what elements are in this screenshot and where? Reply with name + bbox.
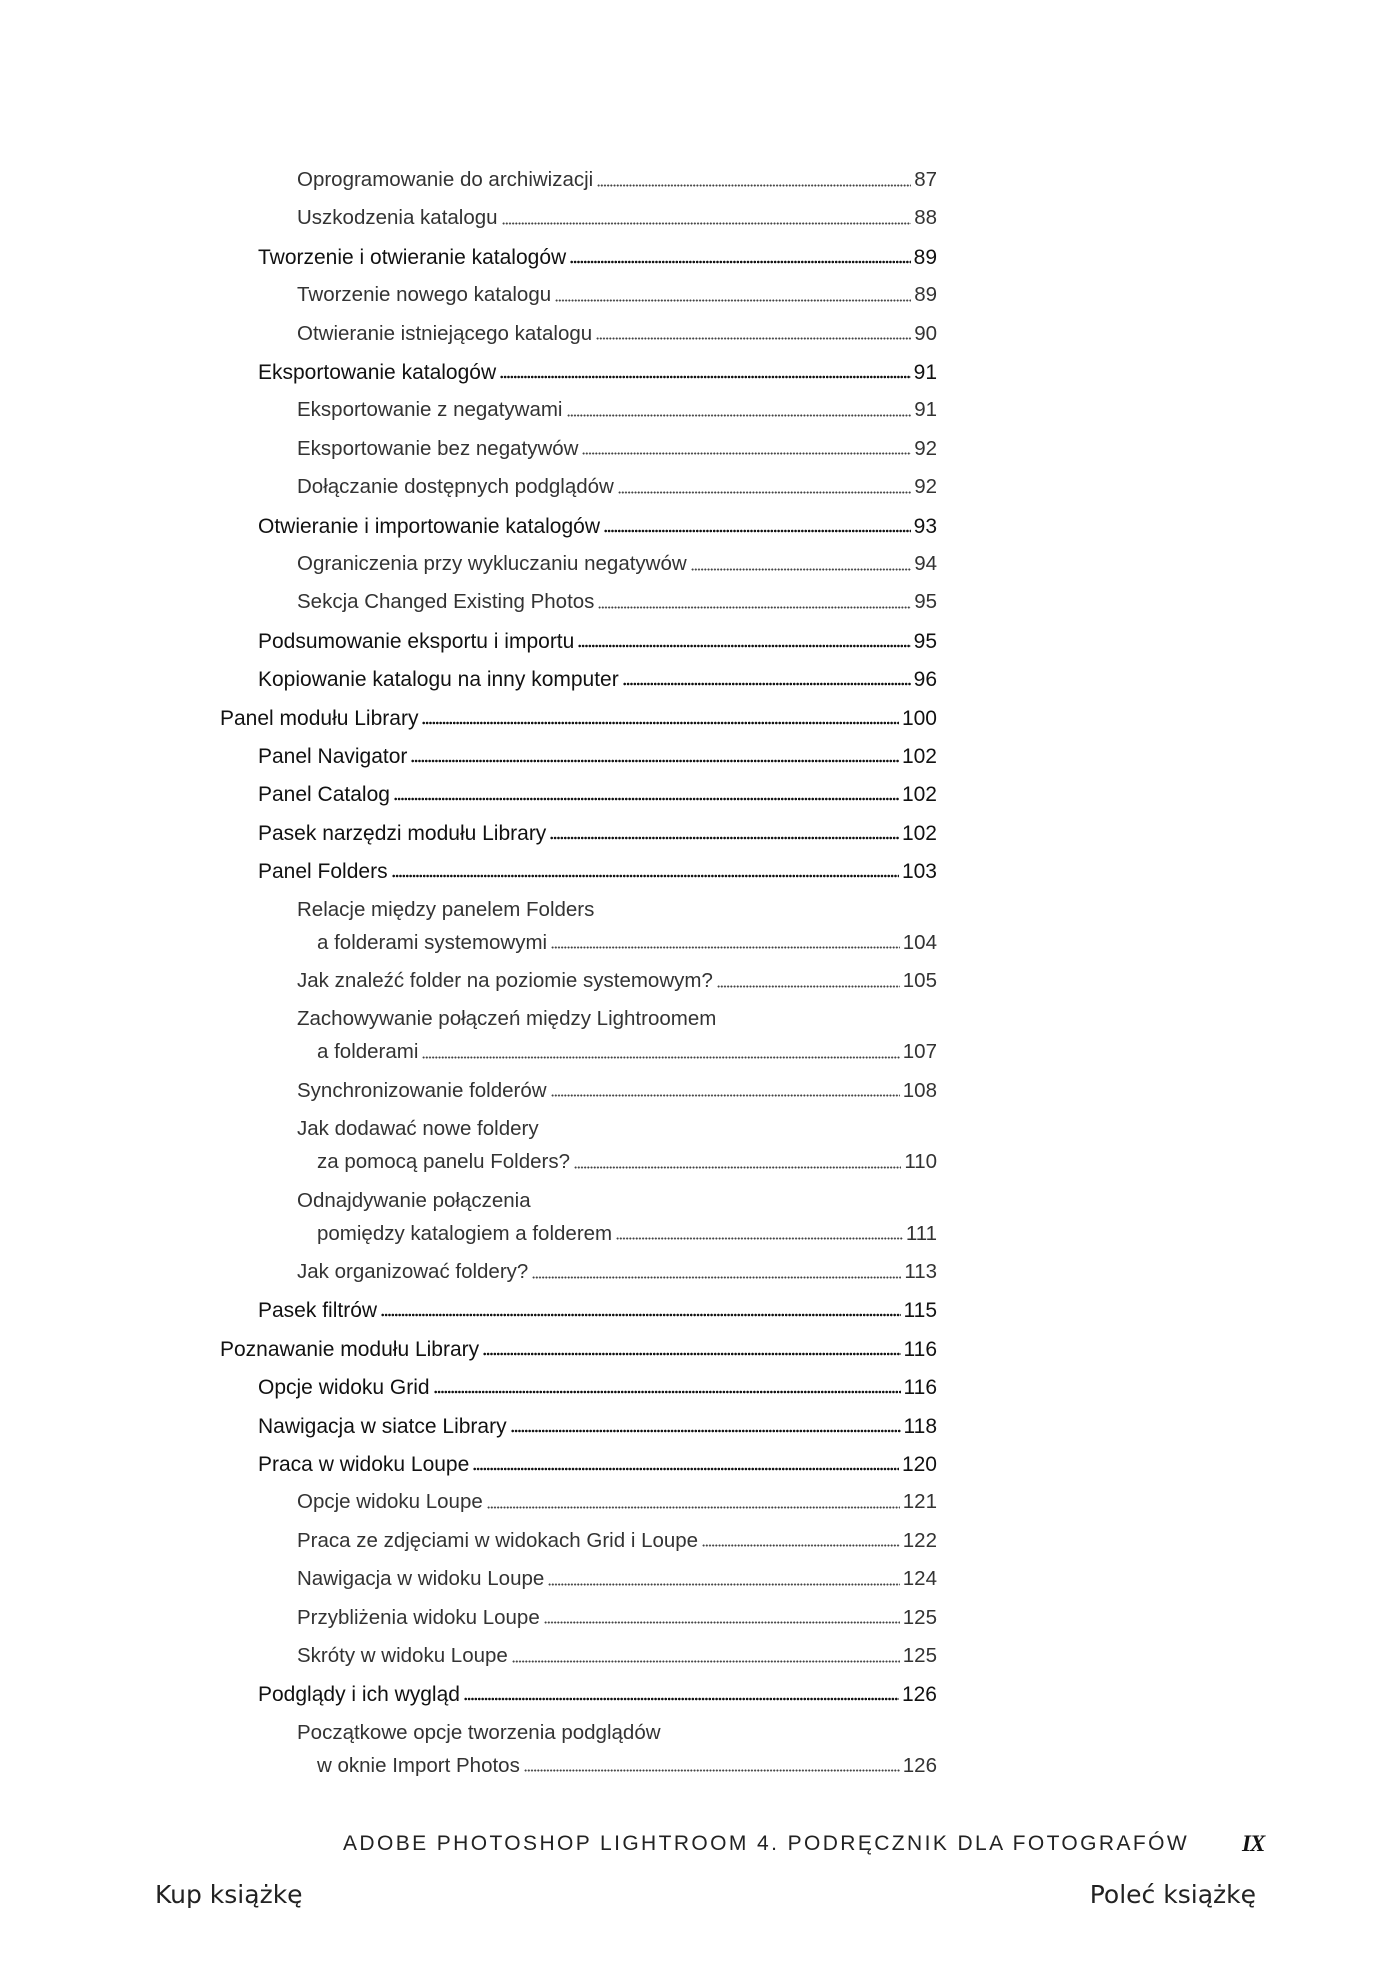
toc-page-number: 92 (914, 436, 937, 460)
toc-entry-title: Pasek filtrów (258, 1299, 378, 1323)
toc-entry-title: za pomocą panelu Folders? (317, 1150, 570, 1174)
toc-dot-leader (487, 1506, 900, 1509)
toc-dot-leader (422, 1056, 899, 1059)
toc-dot-leader (434, 1390, 901, 1394)
toc-entry-title: Synchronizowanie folderów (297, 1078, 547, 1102)
toc-entry-title: Uszkodzenia katalogu (297, 206, 498, 230)
toc-dot-leader (623, 682, 911, 686)
toc-entry[interactable] (317, 1221, 937, 1245)
toc-page-number: 115 (903, 1299, 937, 1323)
toc-page-number: 126 (901, 1683, 937, 1707)
toc-entry-title: Podglądy i ich wygląd (258, 1683, 460, 1707)
toc-dot-leader (596, 337, 911, 340)
toc-entry-title: Przybliżenia widoku Loupe (297, 1605, 540, 1629)
toc-entry-title: Otwieranie i importowanie katalogów (258, 514, 600, 538)
toc-entry[interactable] (297, 1528, 937, 1552)
toc-entry-title: Tworzenie i otwieranie katalogów (258, 245, 567, 269)
toc-dot-leader (394, 797, 899, 801)
toc-entry[interactable] (297, 1078, 937, 1102)
toc-dot-leader (524, 1769, 900, 1772)
toc-entry[interactable] (258, 1416, 937, 1437)
toc-page-number: 91 (914, 398, 937, 422)
toc-entry[interactable] (258, 784, 937, 805)
toc-dot-leader (578, 644, 910, 648)
toc-entry-title: Podsumowanie eksportu i importu (258, 629, 575, 653)
toc-entry-title: Nawigacja w siatce Library (258, 1414, 507, 1438)
toc-dot-leader (551, 946, 900, 949)
toc-dot-leader (574, 1166, 901, 1169)
toc-page-number: 107 (902, 1040, 937, 1064)
toc-page-number: 93 (913, 514, 937, 538)
recommend-book-link[interactable]: Poleć książkę (1089, 1880, 1256, 1909)
toc-dot-leader (597, 184, 911, 187)
toc-dot-leader (502, 222, 912, 225)
toc-dot-leader (598, 606, 911, 609)
page-number: IX (1242, 1831, 1265, 1856)
toc-page-number: 111 (905, 1221, 937, 1245)
toc-dot-leader (567, 414, 912, 417)
toc-page-number: 126 (902, 1753, 937, 1777)
toc-entry-title: Nawigacja w widoku Loupe (297, 1567, 545, 1591)
toc-dot-leader (582, 452, 911, 455)
toc-dot-leader (473, 1467, 899, 1471)
toc-entry[interactable] (258, 631, 937, 652)
toc-entry-title: Opcje widoku Grid (258, 1376, 430, 1400)
toc-page-number: 125 (902, 1605, 937, 1629)
toc-entry[interactable] (258, 746, 937, 767)
toc-entry[interactable] (317, 1042, 937, 1063)
toc-entry[interactable] (297, 1492, 937, 1513)
toc-entry[interactable] (297, 400, 937, 421)
toc-page-number: 118 (903, 1414, 937, 1438)
toc-entry-title: Dołączanie dostępnych podglądów (297, 475, 614, 499)
toc-page-number: 89 (913, 245, 937, 269)
toc-entry-title: Otwieranie istniejącego katalogu (297, 321, 593, 345)
toc-page-number: 87 (914, 168, 937, 191)
toc-entry[interactable] (258, 516, 937, 537)
toc-entry[interactable] (297, 321, 937, 345)
toc-entry[interactable] (297, 170, 937, 191)
toc-dot-leader (544, 1621, 900, 1624)
toc-dot-leader (702, 1544, 900, 1547)
toc-entry-title: Eksportowanie bez negatywów (297, 436, 579, 460)
toc-dot-leader (512, 1660, 900, 1663)
toc-entry[interactable] (220, 1339, 937, 1360)
toc-entry-title: Panel modułu Library (220, 706, 419, 730)
toc-page-number: 94 (914, 552, 937, 575)
toc-entry[interactable] (220, 708, 937, 729)
toc-page-number: 104 (902, 930, 937, 954)
toc-page-number: 120 (901, 1453, 937, 1476)
toc-dot-leader (483, 1352, 900, 1356)
toc-dot-leader (555, 299, 911, 302)
toc-dot-leader (464, 1697, 899, 1701)
book-title-footer: ADOBE PHOTOSHOP LIGHTROOM 4. PODRĘCZNIK DLA FOTOGRAFÓW (343, 1832, 1190, 1855)
toc-entry-title: Jak znaleźć folder na poziomie systemowym? (297, 969, 713, 992)
toc-entry[interactable] (317, 930, 937, 954)
toc-entry-title: Praca ze zdjęciami w widokach Grid i Loupe (297, 1528, 699, 1552)
toc-page-number: 91 (913, 361, 937, 384)
toc-page-number: 95 (913, 629, 937, 653)
toc-entry[interactable] (258, 362, 937, 383)
toc-entry[interactable] (258, 247, 937, 268)
toc-page-number: 89 (914, 283, 937, 307)
toc-entry-title: w oknie Import Photos (317, 1753, 520, 1777)
toc-entry-title: Kopiowanie katalogu na inny komputer (258, 668, 619, 692)
toc-dot-leader (422, 721, 899, 725)
toc-page-number: 122 (902, 1528, 937, 1552)
toc-entry-title: Eksportowanie z negatywami (297, 398, 563, 422)
toc-entry[interactable] (297, 971, 937, 992)
toc-entry-title: Skróty w widoku Loupe (297, 1644, 508, 1667)
toc-dot-leader (548, 1583, 900, 1586)
toc-entry-title: Jak organizować foldery? (297, 1260, 529, 1283)
toc-entry[interactable] (297, 1262, 937, 1283)
toc-page-number: 110 (904, 1150, 937, 1174)
toc-dot-leader (717, 985, 900, 988)
toc-dot-leader (618, 491, 911, 494)
toc-entry[interactable] (258, 669, 937, 690)
toc-entry[interactable] (258, 1684, 937, 1705)
toc-page-number: 116 (903, 1337, 937, 1361)
toc-entry[interactable] (297, 1605, 937, 1629)
toc-page-number: 108 (902, 1078, 937, 1102)
toc-entry-lead-line: Odnajdywanie połączenia (297, 1188, 531, 1212)
toc-page-number: 103 (901, 860, 937, 884)
toc-dot-leader (551, 1094, 900, 1097)
toc-dot-leader (411, 759, 899, 763)
toc-entry-title: Pasek narzędzi modułu Library (258, 821, 547, 845)
toc-entry-title: pomiędzy katalogiem a folderem (317, 1221, 613, 1245)
toc-entry-title: Panel Folders (258, 860, 388, 884)
toc-dot-leader (500, 375, 911, 379)
toc-entry-title: a folderami (317, 1040, 419, 1064)
toc-dot-leader (570, 260, 910, 264)
toc-entry-title: Praca w widoku Loupe (258, 1453, 470, 1476)
toc-page-number: 105 (902, 969, 937, 992)
toc-dot-leader (392, 874, 899, 878)
toc-entry[interactable] (297, 436, 937, 460)
toc-entry-title: a folderami systemowymi (317, 930, 548, 954)
toc-page-number: 102 (901, 745, 937, 768)
toc-dot-leader (532, 1276, 901, 1279)
toc-entry[interactable] (297, 208, 937, 229)
toc-entry[interactable] (297, 592, 937, 613)
toc-page-number: 116 (903, 1376, 937, 1400)
toc-entry-lead-line: Relacje między panelem Folders (297, 897, 595, 921)
toc-dot-leader (616, 1237, 903, 1240)
toc-page-number: 121 (902, 1490, 937, 1514)
toc-page-number: 124 (902, 1567, 937, 1591)
toc-page-number: 100 (901, 706, 937, 730)
toc-entry[interactable] (258, 861, 937, 882)
toc-entry-title: Tworzenie nowego katalogu (297, 283, 552, 307)
toc-page-number: 92 (914, 475, 937, 499)
toc-entry-title: Ograniczenia przy wykluczaniu negatywów (297, 552, 687, 575)
toc-entry-title: Panel Navigator (258, 745, 408, 768)
toc-entry[interactable] (297, 1646, 937, 1667)
toc-entry[interactable] (297, 285, 937, 306)
toc-entry[interactable] (258, 1377, 937, 1398)
toc-entry[interactable] (317, 1152, 937, 1173)
buy-book-link[interactable]: Kup książkę (155, 1880, 303, 1909)
toc-page-number: 90 (914, 321, 937, 345)
toc-entry-title: Oprogramowanie do archiwizacji (297, 168, 594, 191)
toc-dot-leader (511, 1429, 901, 1433)
toc-page-number: 113 (904, 1260, 937, 1283)
toc-entry-lead-line: Początkowe opcje tworzenia podglądów (297, 1720, 661, 1744)
toc-entry-title: Sekcja Changed Existing Photos (297, 590, 595, 614)
toc-page-number: 125 (902, 1644, 937, 1667)
toc-entry-title: Poznawanie modułu Library (220, 1337, 480, 1361)
toc-entry-title: Opcje widoku Loupe (297, 1490, 483, 1514)
toc-page-number: 102 (901, 783, 937, 807)
toc-page-number: 88 (914, 206, 937, 230)
toc-entry[interactable] (297, 477, 937, 498)
toc-entry[interactable] (258, 1300, 937, 1321)
toc-entry[interactable] (317, 1753, 937, 1777)
toc-dot-leader (604, 529, 911, 533)
toc-entry-lead-line: Zachowywanie połączeń między Lightroomem (297, 1007, 717, 1031)
toc-dot-leader (691, 568, 912, 571)
toc-entry-title: Panel Catalog (258, 783, 390, 807)
toc-entry[interactable] (297, 1569, 937, 1590)
toc-entry[interactable] (297, 554, 937, 575)
toc-page-number: 96 (913, 668, 937, 692)
toc-entry-lead-line: Jak dodawać nowe foldery (297, 1117, 539, 1141)
toc-page-number: 95 (914, 590, 937, 614)
toc-dot-leader (381, 1313, 900, 1317)
toc-entry[interactable] (258, 1454, 937, 1475)
toc-entry-title: Eksportowanie katalogów (258, 361, 497, 384)
toc-entry[interactable] (258, 823, 937, 844)
toc-page-number: 102 (901, 821, 937, 845)
toc-dot-leader (550, 836, 899, 840)
